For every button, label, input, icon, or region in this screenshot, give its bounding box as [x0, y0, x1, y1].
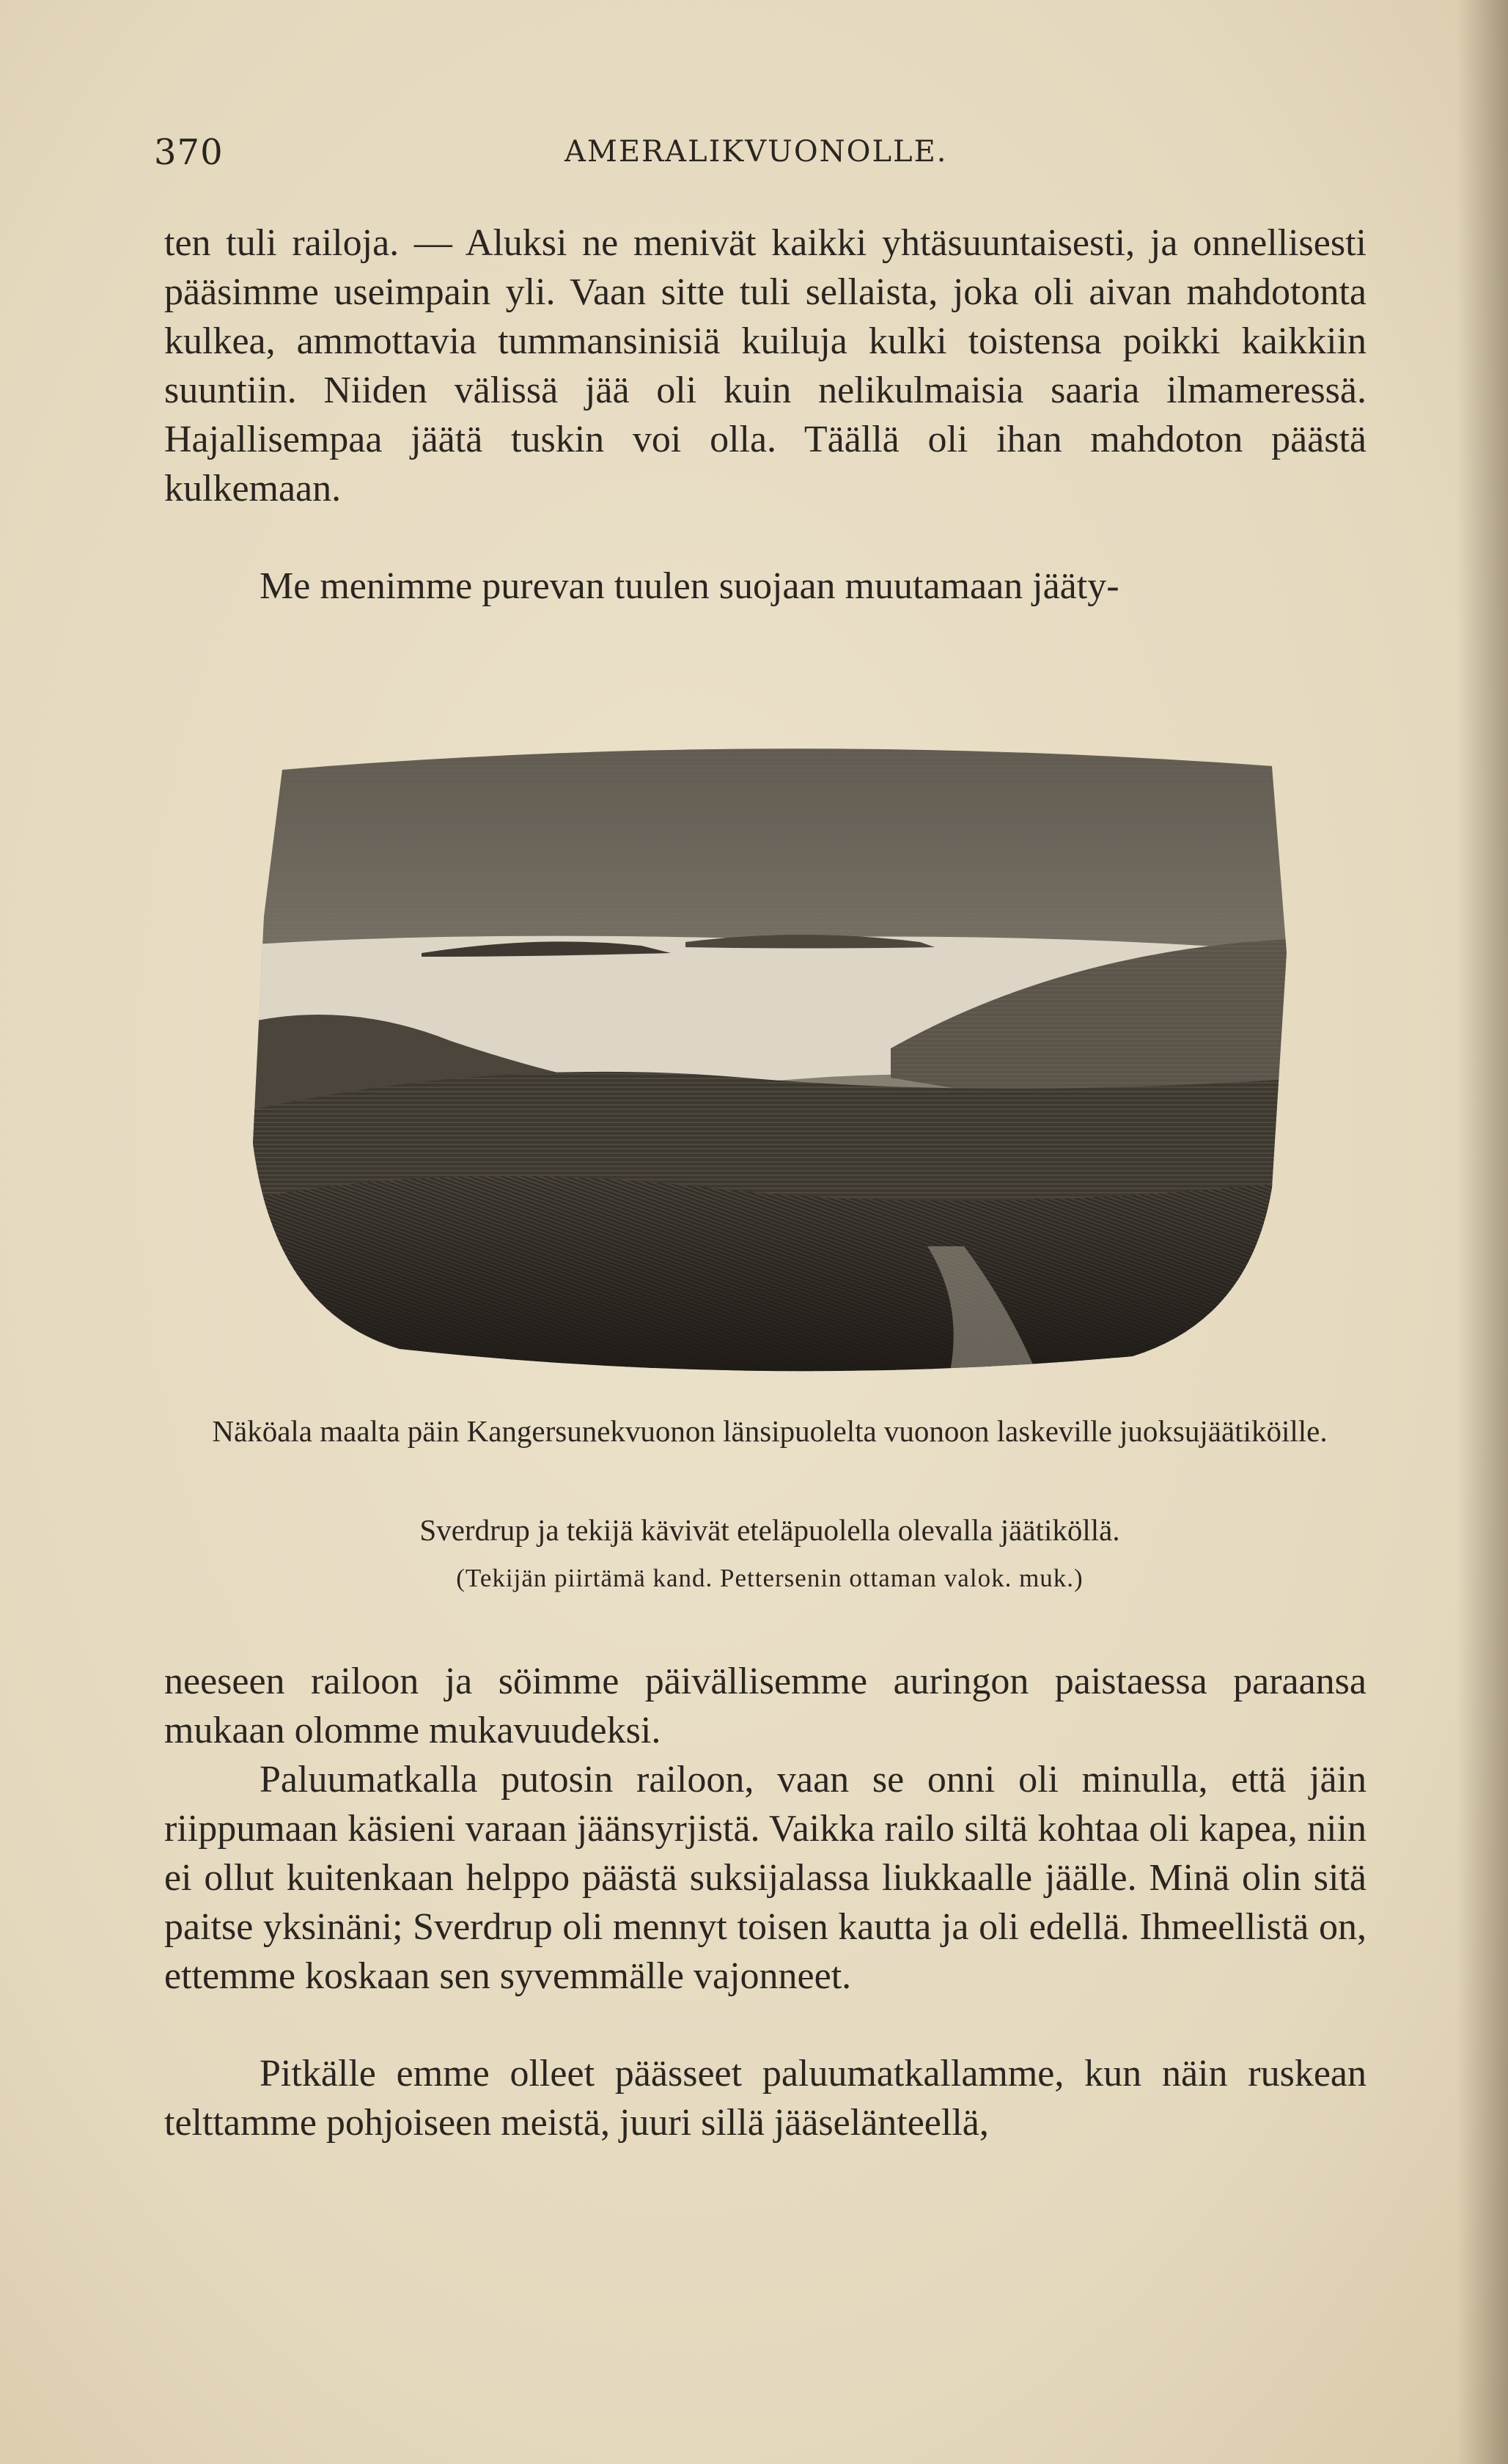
page-number: 370	[154, 132, 224, 173]
paragraph-1: ten tuli railoja. — Aluksi ne menivät kaikki yhtäsuuntaisesti, ja onnellisesti pääsimme useimpain yli. Vaan sitte tuli sellaista, joka oli aivan mahdotonta kulkea, ammottavia tummansinisiä kuiluja kulki toistensa poikki kaikkiin suuntiin. Niiden välissä jää oli kuin nelikulmaisia saaria ilmameressä. Hajallisempaa jäätä tuskin voi olla. Täällä oli ihan mahdoton päästä kulkemaan.	[164, 222, 1367, 510]
figure-caption-note: Sverdrup ja tekijä kävivät eteläpuolella olevalla jäätiköllä.	[419, 1513, 1120, 1547]
paragraph-5: Pitkälle emme olleet päässeet paluumatkallamme, kun näin ruskean telttamme pohjoiseen meistä, juuri sillä jääselänteellä,	[164, 2053, 1367, 2144]
paragraph-4: Paluumatkalla putosin railoon, vaan se onni oli minulla, että jäin riippumaan käsieni varaan jäänsyrjistä. Vaikka railo siltä kohtaa oli kapea, niin ei ollut kuitenkaan helppo päästä suksijalassa liukkaalle jäälle. Minä olin sitä paitse yksinäni; Sverdrup oli mennyt toisen kautta ja oli edellä. Ihmeellistä on, ettemme koskaan sen syvemmälle vajonneet.	[164, 1759, 1367, 1997]
page-header	[154, 132, 1356, 176]
figure-caption-credit: (Tekijän piirtämä kand. Pettersenin ottaman valok. muk.)	[456, 1564, 1084, 1592]
running-head: AMERALIKVUONOLLE.	[564, 135, 948, 169]
landscape-engraving	[231, 733, 1309, 1375]
paragraph-2: Me menimme purevan tuulen suojaan muutamaan jääty-	[260, 565, 1119, 607]
page-edge-shadow	[1457, 0, 1508, 2464]
paragraph-3: neeseen railoon ja söimme päivällisemme auringon paistaessa paraansa mukaan olomme mukavuudeksi.	[164, 1661, 1367, 1751]
figure-caption-title: Näköala maalta päin Kangersunekvuonon länsipuolelta vuonoon laskeville juoksujäätiköille.	[212, 1414, 1328, 1448]
